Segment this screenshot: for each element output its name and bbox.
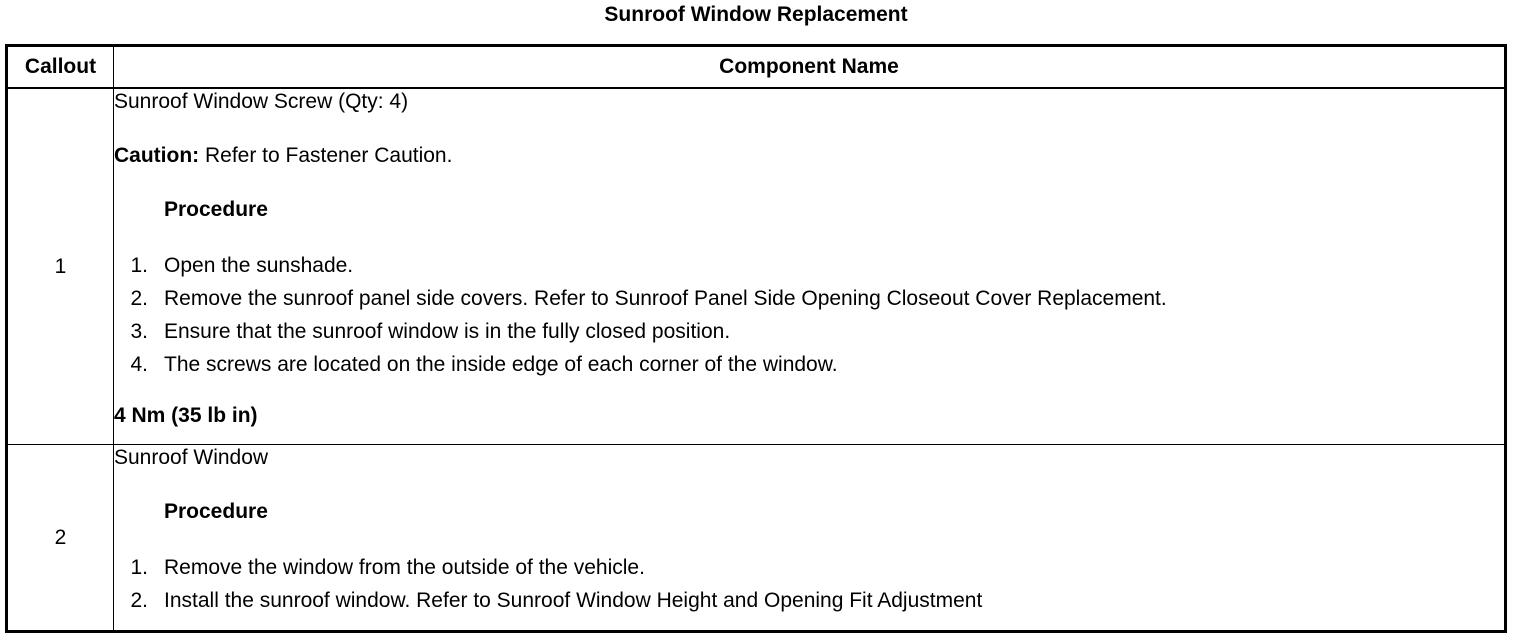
caution-text: Refer to Fastener Caution. (199, 144, 453, 167)
procedure-step (114, 348, 1504, 381)
step-text: Install the sunroof window. Refer to Sunroof Window Height and Opening Fit Adjustment (164, 589, 983, 612)
procedure-step (114, 551, 1504, 584)
callout-column-header: Callout (7, 46, 114, 89)
page-title: Sunroof Window Replacement (604, 3, 908, 26)
step-number: 2. (130, 589, 148, 612)
step-text: Ensure that the sunroof window is in the fully closed position. (164, 320, 731, 343)
component-cell (114, 445, 1506, 632)
step-number: 3. (130, 320, 148, 343)
procedure-step (114, 315, 1504, 348)
step-text: The screws are located on the inside edge of each corner of the window. (164, 353, 838, 376)
procedure-heading: Procedure (164, 500, 268, 523)
step-number: 1. (130, 254, 148, 277)
procedure-step (114, 584, 1504, 617)
caution-label: Caution: (114, 144, 200, 167)
table-row (7, 445, 1506, 632)
component-name: Sunroof Window (114, 446, 269, 469)
torque-spec: 4 Nm (35 lb in) (114, 404, 258, 427)
caution-note (114, 143, 1504, 169)
procedure-step (114, 282, 1504, 315)
component-cell (114, 88, 1506, 445)
procedure-step (114, 249, 1504, 282)
callout-number: 2 (7, 445, 114, 632)
step-text: Remove the sunroof panel side covers. Refer to Sunroof Panel Side Opening Closeout Cover Replacement. (164, 287, 1167, 310)
step-text: Remove the window from the outside of the vehicle. (164, 556, 645, 579)
callout-number: 1 (7, 88, 114, 445)
step-number: 4. (130, 353, 148, 376)
component-name: Sunroof Window Screw (Qty: 4) (114, 90, 409, 113)
component-name-column-header: Component Name (114, 46, 1506, 89)
step-text: Open the sunshade. (164, 254, 354, 277)
callout-table (5, 44, 1507, 633)
procedure-steps (114, 551, 1504, 617)
procedure-heading: Procedure (164, 198, 268, 221)
table-header-row (7, 46, 1506, 89)
step-number: 1. (130, 556, 148, 579)
procedure-steps (114, 249, 1504, 381)
table-row (7, 88, 1506, 445)
step-number: 2. (130, 287, 148, 310)
